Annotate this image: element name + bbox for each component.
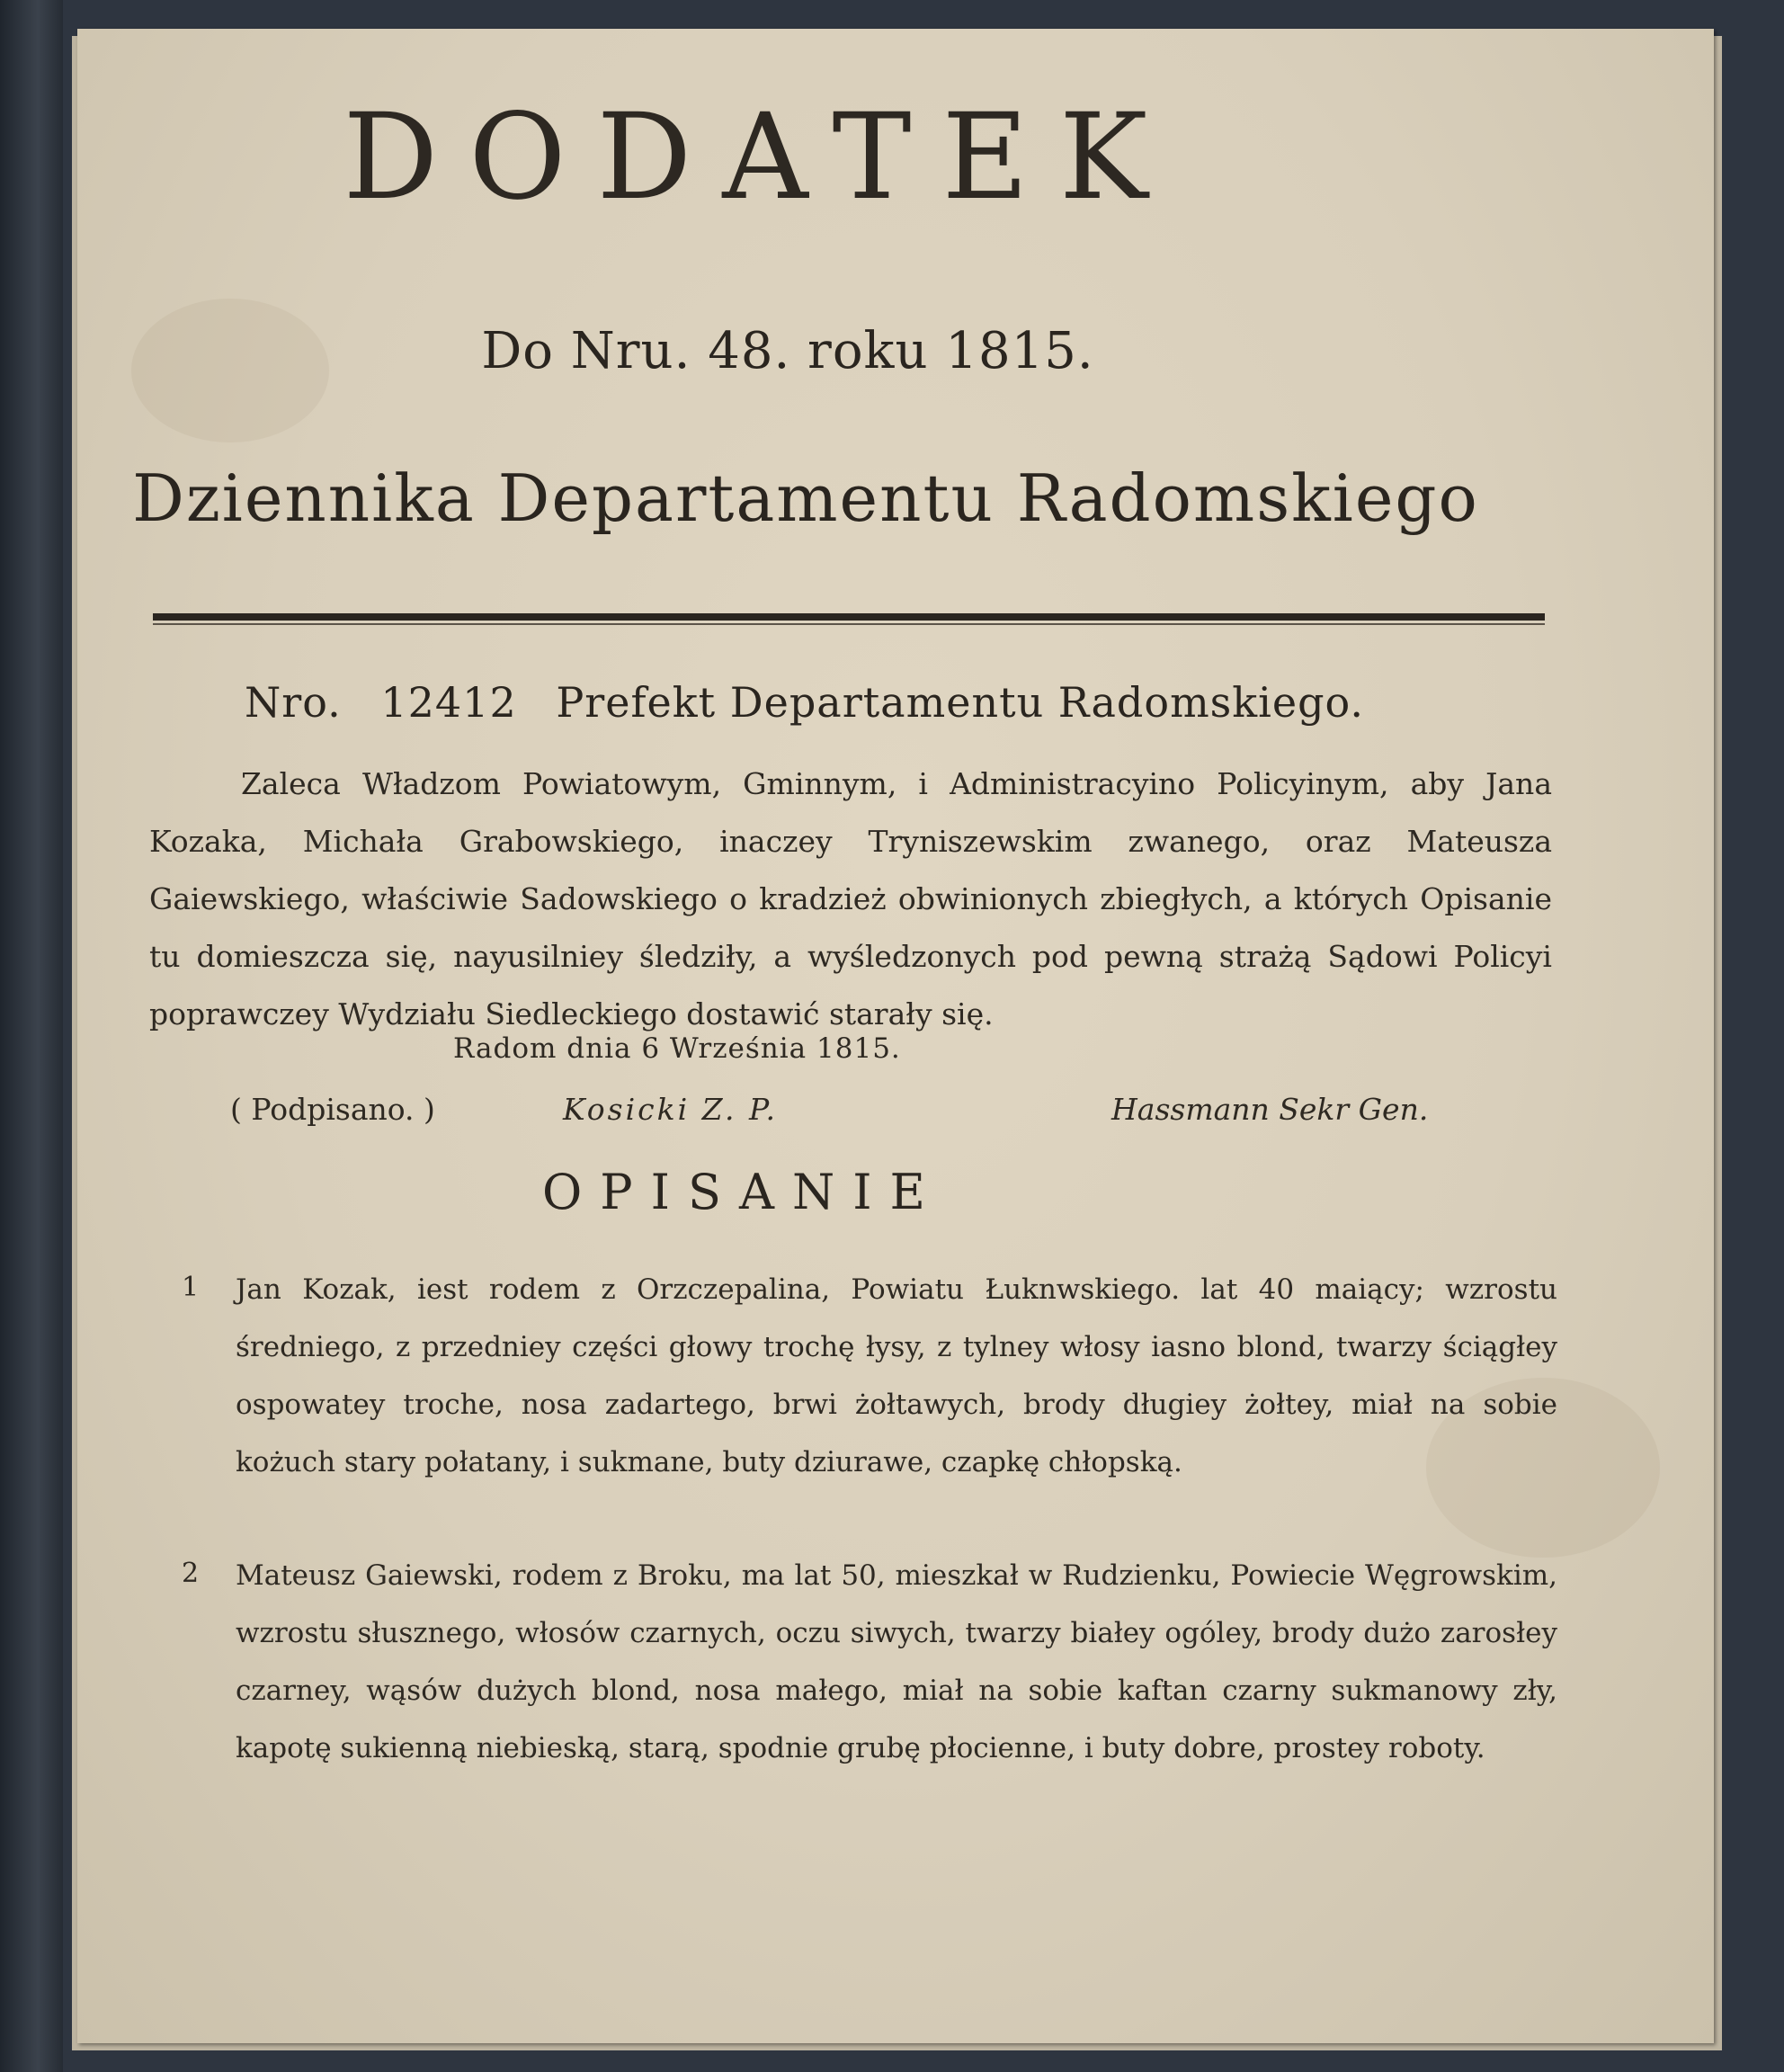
- description-title: OPISANIE: [542, 1164, 943, 1220]
- title-rule: [153, 613, 1545, 621]
- description-entry: Mateusz Gaiewski, rodem z Broku, ma lat 50, mieszkał w Rudzienku, Powiecie Węgrowskim, wzrostu słusznego, włosów czarnych, oczu siwych, twarzy białey ogóley, brody dużo zarosłey czarney, wąsów dużych blond, nosa małego, miał na sobie kaftan czarny sukmanowy zły, kapotę sukienną niebieską, starą, spodnie grubę płocienne, i buty dobre, prostey roboty.: [236, 1559, 1557, 1764]
- secretary-name: Hassmann Sekr Gen.: [1111, 1092, 1429, 1127]
- decree-body: Zaleca Władzom Powiatowym, Gminnym, i Administracyino Policyinym, aby Jana Kozaka, Michała Grabowskiego, inaczey Tryniszewskim zwanego, oraz Mateusza Gaiewskiego, właściwie Sadowskiego o kradzież obwinionych zbiegłych, a których Opisanie tu domieszcza się, nayusilniey śledziły, a wyśledzonych pod pewną strażą Sądowi Policyi poprawczey Wydziału Siedleckiego dostawić starały się.: [149, 766, 1552, 1032]
- signed-label: ( Podpisano. ): [230, 1092, 435, 1127]
- place-date: Radom dnia 6 Września 1815.: [453, 1032, 901, 1065]
- decree-issuer: Prefekt Departamentu Radomskiego.: [556, 678, 1365, 727]
- document-page: [77, 29, 1714, 2043]
- decree-number: 12412: [380, 678, 517, 727]
- decree-heading: [245, 678, 1389, 727]
- title-rule-thin: [153, 623, 1545, 625]
- entry-number: 2: [182, 1558, 200, 1589]
- decree-number-label: Nro.: [245, 678, 342, 727]
- journal-title: Dziennika Departamentu Radomskiego: [132, 460, 1479, 536]
- document-title: DODATEK: [343, 88, 1179, 227]
- description-entry: Jan Kozak, iest rodem z Orzczepalina, Powiatu Łuknwskiego. lat 40 maiący; wzrostu średniego, z przedniey części głowy trochę łysy, z tylney włosy iasno blond, twarzy ściągłey ospowatey troche, nosa zadartego, brwi żołtawych, brody długiey żołtey, miał na sobie kożuch stary połatany, i sukmane, buty dziurawe, czapkę chłopską.: [236, 1273, 1557, 1478]
- issue-line: Do Nru. 48. roku 1815.: [481, 322, 1094, 380]
- signer-name: Kosicki Z. P.: [563, 1092, 778, 1127]
- entry-number: 1: [182, 1272, 200, 1303]
- book-binding: [0, 0, 63, 2072]
